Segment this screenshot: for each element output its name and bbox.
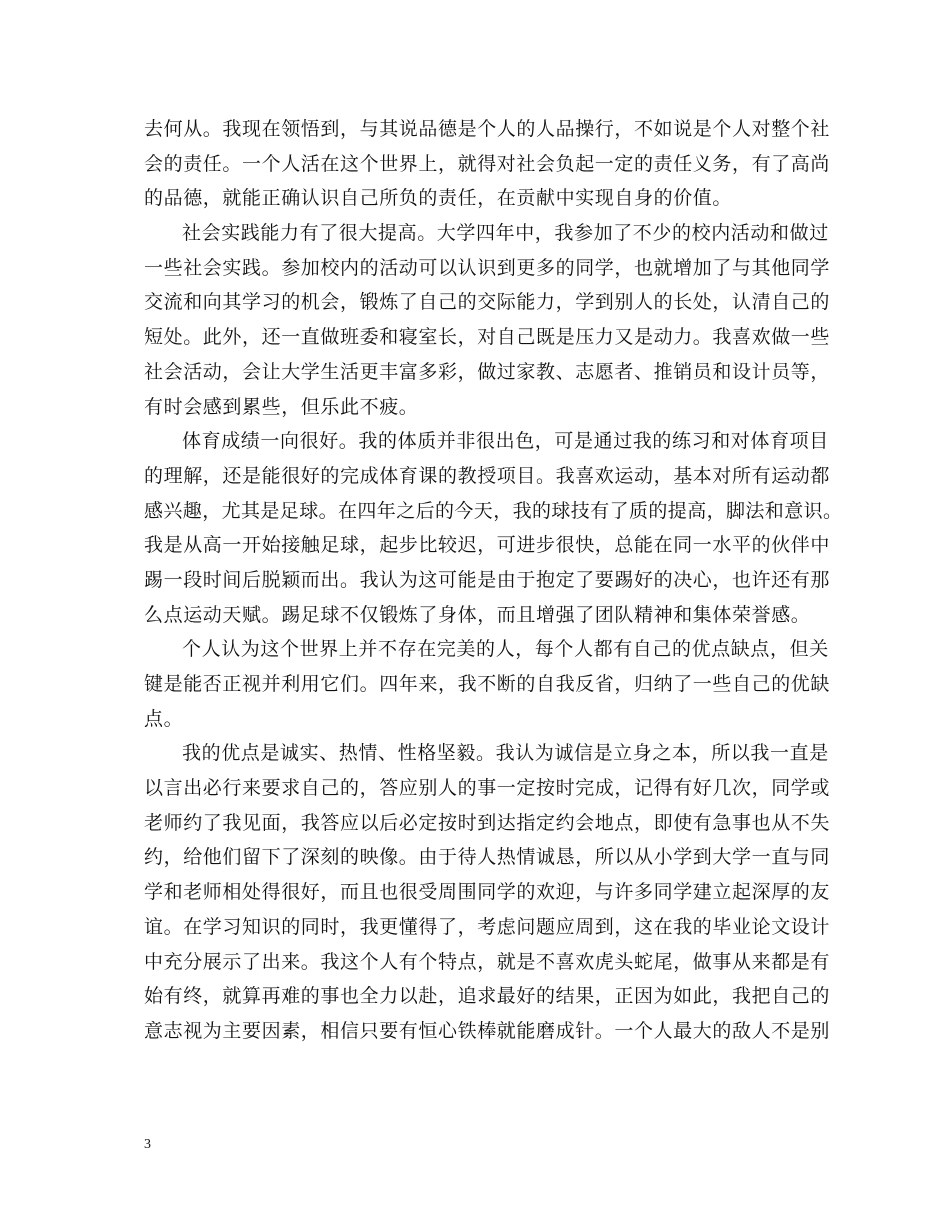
text-line: 么点运动天赋。踢足球不仅锻炼了身体，而且增强了团队精神和集体荣誉感。 xyxy=(144,603,811,626)
text-line: 个人认为这个世界上并不存在完美的人，每个人都有自己的优点缺点，但关 xyxy=(182,638,829,661)
document-body xyxy=(144,112,844,1049)
text-line: 去何从。我现在领悟到，与其说品德是个人的人品操行，不如说是个人对整个社 xyxy=(144,118,831,140)
text-line: 意志视为主要因素，相信只要有恒心铁棒就能磨成针。一个人最大的敌人不是别 xyxy=(144,1019,831,1042)
paragraph xyxy=(144,632,844,736)
text-line: 始有终，就算再难的事也全力以赴，追求最好的结果，正因为如此，我把自己的 xyxy=(144,985,831,1008)
text-line: 会的责任。一个人活在这个世界上，就得对社会负起一定的责任义务，有了高尚 xyxy=(144,152,831,175)
text-line: 社会实践能力有了很大提高。大学四年中，我参加了不少的校内活动和做过 xyxy=(182,222,829,245)
text-line: 我是从高一开始接触足球，起步比较迟，可进步很快，总能在同一水平的伙伴中 xyxy=(144,534,831,557)
text-line: 有时会感到累些，但乐此不疲。 xyxy=(144,395,419,418)
text-line: 感兴趣，尤其是足球。在四年之后的今天，我的球技有了质的提高，脚法和意识。 xyxy=(144,499,843,522)
text-line: 点。 xyxy=(144,707,184,730)
text-line: 约，给他们留下了深刻的映像。由于待人热情诚恳，所以从小学到大学一直与同 xyxy=(144,846,831,869)
paragraph xyxy=(144,736,844,1048)
page-number: 3 xyxy=(144,1137,151,1152)
text-line: 一些社会实践。参加校内的活动可以认识到更多的同学，也就增加了与其他同学 xyxy=(144,256,831,279)
text-line: 的理解，还是能很好的完成体育课的教授项目。我喜欢运动，基本对所有运动都 xyxy=(144,464,831,487)
text-line: 体育成绩一向很好。我的体质并非很出色，可是通过我的练习和对体育项目 xyxy=(182,430,829,453)
paragraph xyxy=(144,216,844,424)
paragraph xyxy=(144,424,844,632)
text-line: 社会活动，会让大学生活更丰富多彩，做过家教、志愿者、推销员和设计员等， xyxy=(144,360,831,383)
text-line: 短处。此外，还一直做班委和寝室长，对自己既是压力又是动力。我喜欢做一些 xyxy=(144,326,831,349)
text-line: 我的优点是诚实、热情、性格坚毅。我认为诚信是立身之本，所以我一直是 xyxy=(182,742,829,765)
text-line: 踢一段时间后脱颖而出。我认为这可能是由于抱定了要踢好的决心，也许还有那 xyxy=(144,568,831,591)
text-line: 老师约了我见面，我答应以后必定按时到达指定约会地点，即使有急事也从不失 xyxy=(144,811,831,834)
text-line: 交流和向其学习的机会，锻炼了自己的交际能力，学到别人的长处，认清自己的 xyxy=(144,291,831,314)
text-line: 以言出必行来要求自己的，答应别人的事一定按时完成，记得有好几次，同学或 xyxy=(144,777,831,800)
text-line: 谊。在学习知识的同时，我更懂得了，考虑问题应周到，这在我的毕业论文设计 xyxy=(144,915,831,938)
text-line: 学和老师相处得很好，而且也很受周围同学的欢迎，与许多同学建立起深厚的友 xyxy=(144,881,831,904)
text-line: 的品德，就能正确认识自己所负的责任，在贡献中实现自身的价值。 xyxy=(144,187,733,210)
text-line: 中充分展示了出来。我这个人有个特点，就是不喜欢虎头蛇尾，做事从来都是有 xyxy=(144,950,831,973)
paragraph xyxy=(144,112,844,216)
text-line: 键是能否正视并利用它们。四年来，我不断的自我反省，归纳了一些自己的优缺 xyxy=(144,673,831,695)
